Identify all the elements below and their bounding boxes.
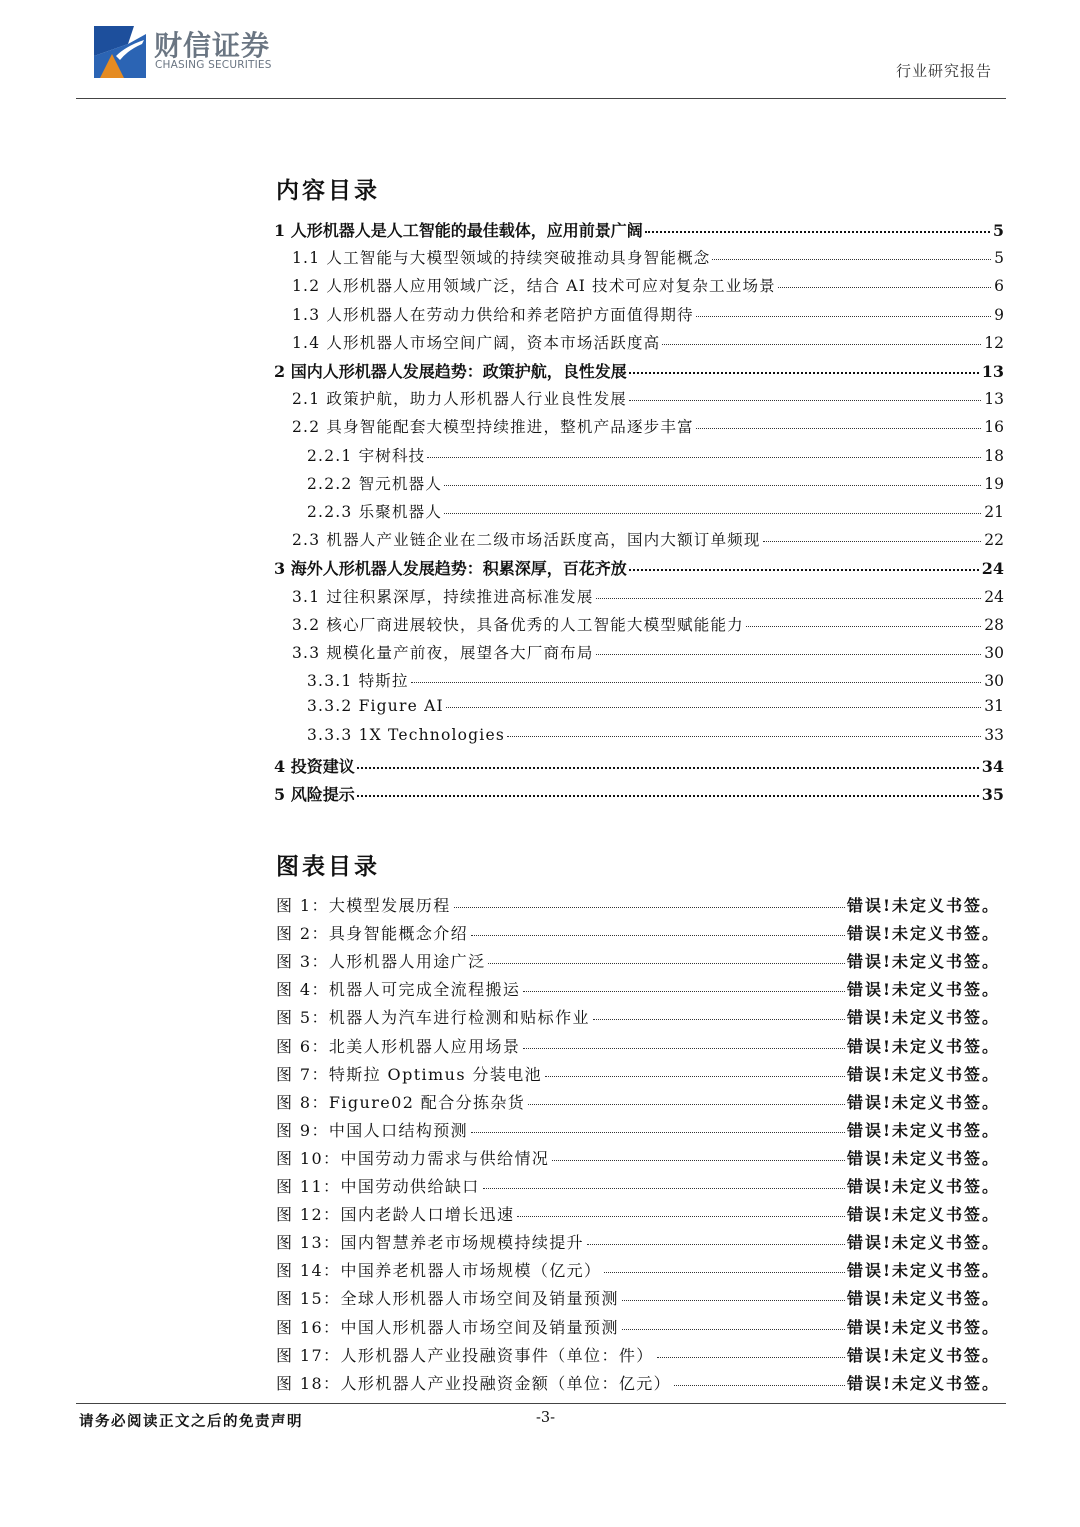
toc-entry-page: 5 bbox=[994, 249, 1004, 268]
toc-entry-page: 6 bbox=[994, 277, 1004, 296]
toc-entry[interactable] bbox=[307, 697, 1004, 725]
dot-leader bbox=[488, 963, 845, 964]
figure-entry[interactable] bbox=[276, 1146, 1000, 1174]
figure-entry-title: 图 18：人形机器人产业投融资金额（单位：亿元） bbox=[276, 1373, 672, 1393]
figure-entry[interactable] bbox=[276, 1258, 1000, 1286]
dot-leader bbox=[471, 935, 845, 936]
dot-leader bbox=[552, 1160, 845, 1161]
dot-leader bbox=[596, 598, 982, 599]
toc-entry-title: 3.2 核心厂商进展较快，具备优秀的人工智能大模型赋能能力 bbox=[292, 615, 744, 634]
toc-entry-title: 3.1 过往积累深厚，持续推进高标准发展 bbox=[292, 587, 594, 606]
dot-leader bbox=[712, 259, 991, 260]
figure-entry-title: 图 7：特斯拉 Optimus 分装电池 bbox=[276, 1064, 543, 1084]
figure-entry[interactable] bbox=[276, 949, 1000, 977]
toc-entry-title: 1 人形机器人是人工智能的最佳载体，应用前景广阔 bbox=[274, 221, 643, 240]
toc-entry[interactable] bbox=[274, 782, 1004, 810]
figure-entry-title: 图 5：机器人为汽车进行检测和贴标作业 bbox=[276, 1008, 590, 1028]
bookmark-error-text: 错误!未定义书签。 bbox=[846, 1345, 1000, 1365]
figure-entry-title: 图 14：中国养老机器人市场规模（亿元） bbox=[276, 1261, 602, 1281]
toc-entry[interactable] bbox=[274, 556, 1004, 584]
toc-entry-title: 1.2 人形机器人应用领域广泛，结合 AI 技术可应对复杂工业场景 bbox=[292, 277, 776, 296]
figure-entry[interactable] bbox=[276, 1034, 1000, 1062]
figure-entry-title: 图 2：具身智能概念介绍 bbox=[276, 924, 469, 944]
toc-entry-title: 1.1 人工智能与大模型领域的持续突破推动具身智能概念 bbox=[292, 249, 711, 268]
toc-entry-page: 21 bbox=[984, 503, 1004, 521]
dot-leader bbox=[645, 231, 990, 233]
dot-leader bbox=[629, 400, 981, 401]
toc-entry[interactable] bbox=[307, 726, 1004, 754]
toc-entry-page: 5 bbox=[992, 221, 1004, 240]
brand-name-en: CHASING SECURITIES bbox=[155, 59, 272, 71]
bookmark-error-text: 错误!未定义书签。 bbox=[846, 952, 1000, 972]
toc-entry[interactable] bbox=[292, 331, 1004, 359]
figure-entry[interactable] bbox=[276, 921, 1000, 949]
toc-entry-page: 16 bbox=[984, 418, 1004, 437]
bookmark-error-text: 错误!未定义书签。 bbox=[846, 1317, 1000, 1337]
figure-entry[interactable] bbox=[276, 977, 1000, 1005]
toc-entry-page: 30 bbox=[984, 644, 1004, 662]
toc-entry-title: 2.3 机器人产业链企业在二级市场活跃度高，国内大额订单频现 bbox=[292, 531, 761, 550]
dot-leader bbox=[545, 1076, 845, 1077]
dot-leader bbox=[696, 428, 981, 429]
toc-entry-title: 3.3.1 特斯拉 bbox=[307, 672, 409, 691]
toc-entry[interactable] bbox=[292, 387, 1004, 415]
figure-entry-title: 图 10：中国劳动力需求与供给情况 bbox=[276, 1148, 550, 1168]
bookmark-error-text: 错误!未定义书签。 bbox=[846, 980, 1000, 1000]
toc-entry-title: 2.1 政策护航，助力人形机器人行业良性发展 bbox=[292, 390, 627, 409]
toc-entry-title: 5 风险提示 bbox=[274, 785, 355, 804]
figure-entry[interactable] bbox=[276, 1286, 1000, 1314]
toc-entry-page: 22 bbox=[984, 531, 1004, 550]
page-number: -3- bbox=[536, 1410, 556, 1426]
bookmark-error-text: 错误!未定义书签。 bbox=[846, 1289, 1000, 1309]
figure-entry[interactable] bbox=[276, 1062, 1000, 1090]
dot-leader bbox=[657, 1357, 845, 1358]
figure-list-title: 图表目录 bbox=[276, 853, 380, 880]
disclaimer-text: 请务必阅读正文之后的免责声明 bbox=[79, 1413, 303, 1430]
dot-leader bbox=[662, 344, 981, 345]
figure-entry-title: 图 15：全球人形机器人市场空间及销量预测 bbox=[276, 1289, 619, 1309]
bookmark-error-text: 错误!未定义书签。 bbox=[846, 896, 1000, 915]
toc-entry[interactable] bbox=[292, 585, 1004, 613]
toc-entry-title: 1.4 人形机器人市场空间广阔，资本市场活跃度高 bbox=[292, 333, 661, 352]
dot-leader bbox=[629, 372, 979, 374]
dot-leader bbox=[523, 1048, 845, 1049]
bookmark-error-text: 错误!未定义书签。 bbox=[846, 1148, 1000, 1168]
figure-entry[interactable] bbox=[276, 1343, 1000, 1371]
toc-entry-title: 1.3 人形机器人在劳动力供给和养老陪护方面值得期待 bbox=[292, 305, 694, 324]
dot-leader bbox=[411, 682, 982, 683]
bookmark-error-text: 错误!未定义书签。 bbox=[846, 1177, 1000, 1196]
dot-leader bbox=[629, 569, 979, 571]
toc-title: 内容目录 bbox=[276, 177, 380, 204]
figure-entry[interactable] bbox=[276, 1090, 1000, 1118]
bookmark-error-text: 错误!未定义书签。 bbox=[846, 1036, 1000, 1056]
footer-divider bbox=[76, 1403, 1006, 1404]
toc-entry[interactable] bbox=[307, 669, 1004, 697]
toc-entry-title: 3 海外人形机器人发展趋势：积累深厚，百花齐放 bbox=[274, 559, 627, 579]
dot-leader bbox=[444, 513, 981, 514]
toc-entry-title: 3.3 规模化量产前夜，展望各大厂商布局 bbox=[292, 644, 594, 662]
toc-entry-title: 3.3.3 1X Technologies bbox=[307, 725, 505, 744]
bookmark-error-text: 错误!未定义书签。 bbox=[846, 924, 1000, 944]
figure-entry[interactable] bbox=[276, 893, 1000, 921]
toc-entry[interactable] bbox=[307, 472, 1004, 500]
figure-entry-title: 图 9：中国人口结构预测 bbox=[276, 1120, 469, 1140]
dot-leader bbox=[604, 1272, 845, 1273]
figure-entry[interactable] bbox=[276, 1118, 1000, 1146]
dot-leader bbox=[517, 1216, 845, 1217]
toc-entry[interactable] bbox=[292, 528, 1004, 556]
toc-entry-page: 28 bbox=[984, 615, 1004, 634]
page-header bbox=[76, 22, 1006, 100]
toc-entry-page: 24 bbox=[984, 587, 1004, 606]
figure-entry-title: 图 13：国内智慧养老市场规模持续提升 bbox=[276, 1233, 585, 1253]
toc-entry-page: 9 bbox=[994, 305, 1004, 324]
toc-entry[interactable] bbox=[292, 246, 1004, 274]
toc-entry[interactable] bbox=[292, 274, 1004, 302]
toc-entry[interactable] bbox=[274, 359, 1004, 387]
dot-leader bbox=[696, 316, 991, 317]
header-divider bbox=[76, 98, 1006, 99]
toc-entry[interactable] bbox=[307, 444, 1004, 472]
figure-entry[interactable] bbox=[276, 1202, 1000, 1230]
bookmark-error-text: 错误!未定义书签。 bbox=[846, 1261, 1000, 1281]
report-type-label: 行业研究报告 bbox=[895, 62, 992, 80]
dot-leader bbox=[427, 457, 981, 458]
toc-entry-page: 18 bbox=[984, 446, 1004, 465]
figure-entry[interactable] bbox=[276, 1005, 1000, 1033]
toc-entry-page: 35 bbox=[981, 785, 1004, 804]
toc-entry-title: 2.2.1 宇树科技 bbox=[307, 446, 426, 465]
toc-entry-title: 2.2.3 乐聚机器人 bbox=[307, 503, 443, 521]
dot-leader bbox=[528, 1104, 845, 1105]
bookmark-error-text: 错误!未定义书签。 bbox=[846, 1373, 1000, 1393]
toc-entry[interactable] bbox=[307, 500, 1004, 528]
toc-entry[interactable] bbox=[292, 303, 1004, 331]
dot-leader bbox=[596, 654, 982, 655]
toc-entry[interactable] bbox=[292, 613, 1004, 641]
figure-entry-title: 图 4：机器人可完成全流程搬运 bbox=[276, 980, 521, 1000]
toc-entry[interactable] bbox=[292, 415, 1004, 443]
toc-entry-page: 13 bbox=[981, 362, 1004, 381]
figure-entry[interactable] bbox=[276, 1174, 1000, 1202]
figure-entry-title: 图 8：Figure02 配合分拣杂货 bbox=[276, 1092, 526, 1112]
figure-entry-title: 图 17：人形机器人产业投融资事件（单位：件） bbox=[276, 1345, 654, 1365]
bookmark-error-text: 错误!未定义书签。 bbox=[846, 1120, 1000, 1140]
toc-entry-page: 31 bbox=[984, 697, 1004, 716]
toc-entry-page: 24 bbox=[981, 559, 1004, 579]
bookmark-error-text: 错误!未定义书签。 bbox=[846, 1092, 1000, 1112]
toc-entry[interactable] bbox=[274, 218, 1004, 246]
toc-entry-page: 30 bbox=[984, 672, 1004, 691]
brand-name-cn: 财信证券 bbox=[154, 29, 271, 62]
toc-entry-page: 34 bbox=[981, 756, 1004, 776]
dot-leader bbox=[746, 626, 981, 627]
toc-entry-title: 2 国内人形机器人发展趋势：政策护航，良性发展 bbox=[274, 362, 627, 381]
dot-leader bbox=[357, 795, 979, 797]
figure-entry[interactable] bbox=[276, 1230, 1000, 1258]
dot-leader bbox=[763, 541, 982, 542]
figure-entry-title: 图 11：中国劳动供给缺口 bbox=[276, 1177, 480, 1196]
dot-leader bbox=[622, 1329, 845, 1330]
toc-entry-title: 3.3.2 Figure AI bbox=[307, 697, 444, 716]
toc-entry-page: 33 bbox=[984, 725, 1004, 744]
dot-leader bbox=[523, 991, 845, 992]
toc-entry[interactable] bbox=[274, 754, 1004, 782]
company-logo-icon bbox=[94, 26, 146, 78]
dot-leader bbox=[674, 1385, 845, 1386]
bookmark-error-text: 错误!未定义书签。 bbox=[846, 1008, 1000, 1028]
figure-entry-title: 图 12：国内老龄人口增长迅速 bbox=[276, 1205, 515, 1225]
dot-leader bbox=[444, 485, 981, 486]
figure-entry[interactable] bbox=[276, 1315, 1000, 1343]
dot-leader bbox=[446, 707, 981, 708]
bookmark-error-text: 错误!未定义书签。 bbox=[846, 1233, 1000, 1253]
figure-entry-title: 图 3：人形机器人用途广泛 bbox=[276, 952, 486, 972]
figure-entry[interactable] bbox=[276, 1371, 1000, 1399]
dot-leader bbox=[471, 1132, 845, 1133]
toc-entry-title: 2.2 具身智能配套大模型持续推进，整机产品逐步丰富 bbox=[292, 418, 694, 437]
toc-entry-page: 12 bbox=[984, 333, 1004, 352]
toc-entry-title: 4 投资建议 bbox=[274, 756, 355, 776]
dot-leader bbox=[778, 287, 991, 288]
toc-entry-title: 2.2.2 智元机器人 bbox=[307, 474, 443, 493]
dot-leader bbox=[483, 1188, 845, 1189]
bookmark-error-text: 错误!未定义书签。 bbox=[846, 1064, 1000, 1084]
figure-entry-title: 图 1：大模型发展历程 bbox=[276, 896, 451, 915]
dot-leader bbox=[593, 1019, 845, 1020]
figure-entry-title: 图 6：北美人形机器人应用场景 bbox=[276, 1036, 521, 1056]
dot-leader bbox=[357, 767, 979, 769]
dot-leader bbox=[454, 907, 845, 908]
dot-leader bbox=[622, 1300, 845, 1301]
toc-entry-page: 19 bbox=[984, 474, 1004, 493]
toc-entry-page: 13 bbox=[984, 390, 1004, 409]
bookmark-error-text: 错误!未定义书签。 bbox=[846, 1205, 1000, 1225]
toc-entry[interactable] bbox=[292, 641, 1004, 669]
dot-leader bbox=[587, 1244, 845, 1245]
dot-leader bbox=[507, 736, 981, 737]
figure-entry-title: 图 16：中国人形机器人市场空间及销量预测 bbox=[276, 1317, 619, 1337]
